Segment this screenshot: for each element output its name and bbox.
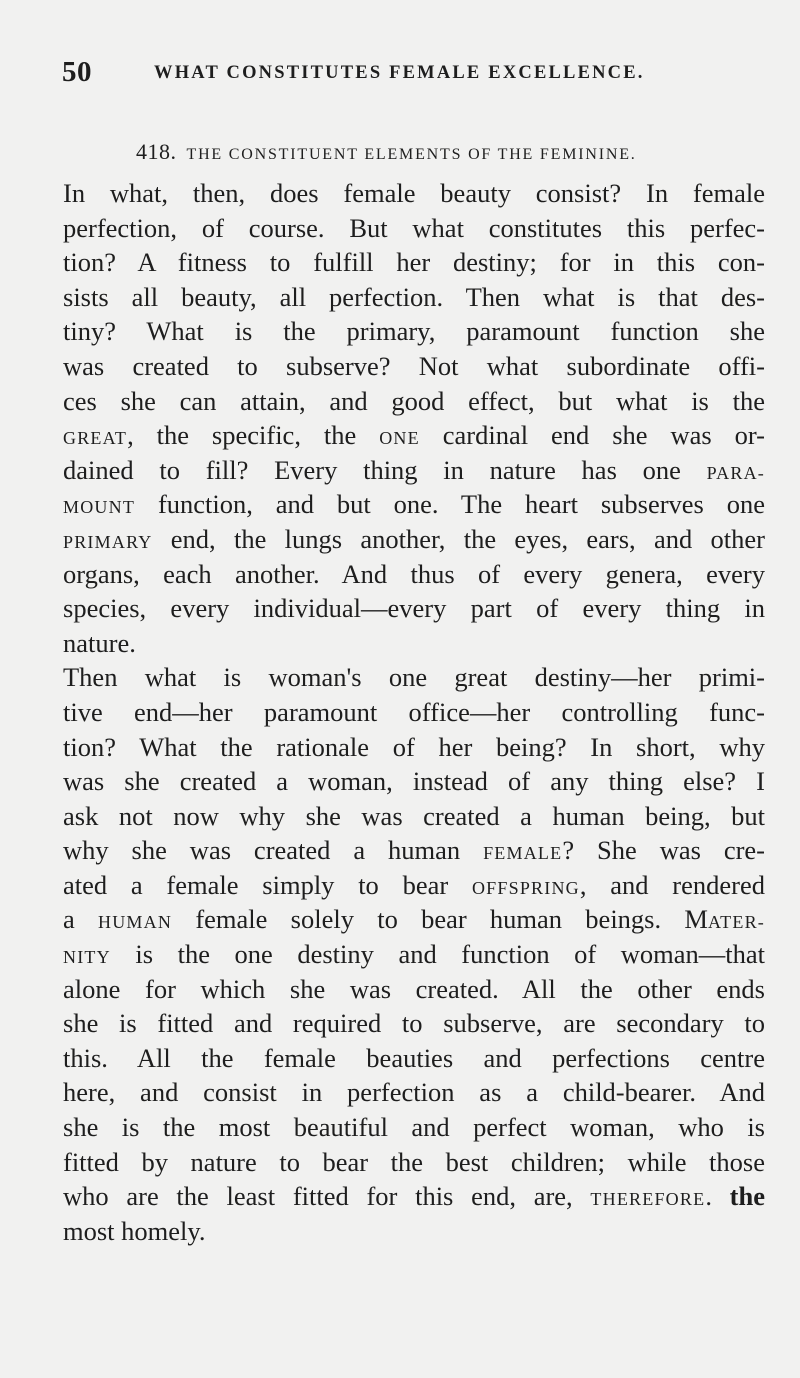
text-run: ? She was cre- — [562, 835, 766, 866]
small-caps-word: PARA- — [706, 462, 765, 483]
text-line: species, every individual—every part of every thing in — [63, 593, 765, 624]
small-caps-word: NITY — [63, 947, 111, 968]
text-run: who are the least fitted for this end, are, — [63, 1181, 591, 1212]
text-line: Then what is woman's one great destiny—her primi- — [63, 662, 765, 693]
text-run: cardinal end she was or- — [419, 420, 765, 451]
text-run: , the specific, the — [127, 420, 380, 451]
text-run: , and rendered — [579, 869, 765, 900]
text-run: . — [705, 1181, 730, 1212]
text-run: why she was created a human — [63, 835, 484, 866]
text-line: alone for which she was created. All the other ends — [63, 973, 765, 1004]
small-caps-word: ATER- — [707, 912, 765, 933]
text-run: a — [63, 904, 99, 935]
text-line: sists all beauty, all perfection. Then what is that des- — [63, 281, 765, 312]
running-head — [62, 56, 762, 96]
running-title: WHAT CONSTITUTES FEMALE EXCELLENCE. — [154, 63, 645, 83]
text-line: she is the most beautiful and perfect woman, who is — [63, 1112, 765, 1143]
small-caps-word: HUMAN — [98, 912, 173, 933]
small-caps-word: MOUNT — [63, 497, 136, 518]
small-caps-word: THEREFORE — [590, 1189, 706, 1210]
section-heading — [136, 139, 756, 165]
text-line — [63, 453, 765, 488]
text-line: tion? What the rationale of her being? In short, why — [63, 731, 765, 762]
text-run: dained to fill? Every thing in nature has one — [63, 454, 707, 485]
text-line: most homely. — [63, 1215, 206, 1246]
text-line: here, and consist in perfection as a child-bearer. And — [63, 1077, 765, 1108]
text-line — [63, 522, 765, 557]
text-line — [63, 868, 765, 903]
small-caps-word: ONE — [379, 428, 420, 449]
page-number: 50 — [62, 56, 92, 88]
text-run: function, and but one. The heart subserves one — [135, 489, 765, 520]
text-line: was she created a woman, instead of any thing else? I — [63, 766, 765, 797]
text-line: tive end—her paramount office—her controlling func- — [63, 696, 765, 727]
text-line — [63, 487, 765, 522]
small-caps-word: OFFSPRING — [471, 877, 580, 898]
text-line: this. All the female beauties and perfections centre — [63, 1042, 765, 1073]
text-line: tion? A fitness to fulfill her destiny; for in this con- — [63, 247, 765, 278]
small-caps-word: FEMALE — [483, 843, 563, 864]
text-line — [63, 902, 765, 937]
small-caps-word: PRIMARY — [63, 531, 153, 552]
text-line: was created to subserve? Not what subordinate offi- — [63, 350, 765, 381]
text-line — [63, 833, 765, 868]
section-number: 418. — [136, 139, 177, 164]
text-line — [63, 1179, 765, 1214]
text-line: perfection, of course. But what constitutes this perfec- — [63, 212, 765, 243]
section-title: THE CONSTITUENT ELEMENTS OF THE FEMININE. — [186, 146, 637, 163]
text-run: ated a female simply to bear — [63, 869, 472, 900]
text-line — [63, 418, 765, 453]
text-run: is the one destiny and function of woman—that — [110, 939, 765, 970]
body-text — [63, 176, 765, 1248]
text-line: organs, each another. And thus of every genera, every — [63, 558, 765, 589]
text-line: nature. — [63, 627, 136, 658]
text-line: fitted by nature to bear the best children; while those — [63, 1146, 765, 1177]
small-caps-word: GREAT — [63, 428, 128, 449]
text-run: female solely to bear human beings. M — [172, 904, 708, 935]
text-run: end, the lungs another, the eyes, ears, and other — [152, 523, 765, 554]
text-line: tiny? What is the primary, paramount function she — [63, 316, 765, 347]
text-line: she is fitted and required to subserve, are secondary to — [63, 1008, 765, 1039]
text-line — [63, 937, 765, 972]
text-line: ask not now why she was created a human being, but — [63, 800, 765, 831]
text-line: In what, then, does female beauty consist? In female — [63, 178, 765, 208]
text-line: ces she can attain, and good effect, but what is the — [63, 385, 765, 416]
text-run: the — [729, 1181, 765, 1212]
